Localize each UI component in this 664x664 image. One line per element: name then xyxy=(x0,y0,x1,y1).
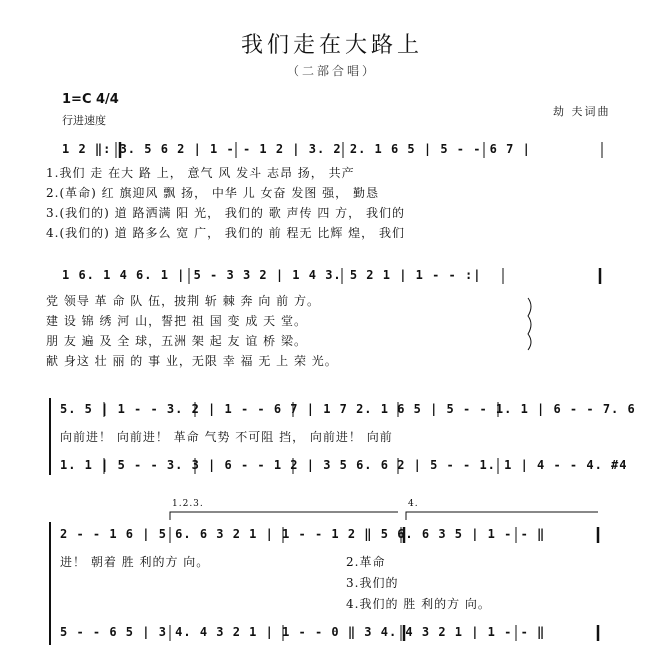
ending-lyrics-2: 2.革命 xyxy=(346,555,386,569)
song-title: 我们走在大路上 xyxy=(240,33,423,58)
composer-credit: 劫 夫词曲 xyxy=(553,105,611,118)
verse-line-1: 1.我们 走 在大 路 上， 意气 风 发斗 志昂 扬， 共产 xyxy=(46,166,355,180)
song-subtitle: （二部合唱） xyxy=(286,64,377,78)
ending-lyrics-4: 4.我们的 胜 利的方 向。 xyxy=(346,597,491,611)
notation-upper-4: 2 - - 1 6 | 5 6. 6 3 2 1 | 1 - - 1 2 ‖ 5 6. 6 3 5 | 1 - - ‖ xyxy=(60,527,546,541)
notation-lower-3: 1. 1 | 5 - - 3. 3 | 6 - - 1 2 | 3 5 6. 6 2 | 5 - - 1. 1 | 4 - - 4. #4 xyxy=(60,458,628,472)
verse-line-7: 朋 友 遍 及 全 球，五洲 架 起 友 谊 桥 梁。 xyxy=(46,334,307,348)
chorus-lyrics-1: 向前进！ 向前进！ 革命 气势 不可阻 挡， 向前进！ 向前 xyxy=(60,430,393,444)
verse-line-6: 建 设 锦 绣 河 山，誓把 祖 国 变 成 天 堂。 xyxy=(46,314,307,328)
verse-line-2: 2.(革命) 红 旗迎风 飘 扬， 中华 儿 女奋 发图 强， 勤恳 xyxy=(46,186,379,200)
notation-line-2: 1 6. 1 4 6. 1 | 5 - 3 3 2 | 1 4 3. 5 2 1 | 1 - - :| xyxy=(62,268,482,282)
notation-upper-3: 5. 5 | 1 - - 3. 2 | 1 - - 6 7 | 1 7 2. 1 6 5 | 5 - - 1. 1 | 6 - - 7. 6 xyxy=(60,402,636,416)
verse-line-8: 献 身这 壮 丽 的 事 业，无限 幸 福 无 上 荣 光。 xyxy=(46,354,338,368)
verse-line-3: 3.(我们的) 道 路洒满 阳 光， 我们的 歌 声传 四 方， 我们的 xyxy=(46,206,405,220)
volta-second: 4. xyxy=(408,499,419,509)
verse-line-5: 党 领导 革 命 队 伍，披荆 斩 棘 奔 向 前 方。 xyxy=(46,294,320,308)
volta-first: 1.2.3. xyxy=(172,499,204,509)
ending-lyrics-3: 3.我们的 xyxy=(346,576,399,590)
verse-line-4: 4.(我们的) 道 路多么 宽 广， 我们的 前 程无 比辉 煌， 我们 xyxy=(46,226,405,240)
notation-line-1: 1 2 ‖: 3. 5 6 2 | 1 - - 1 2 | 3. 2 2. 1 6 5 | 5 - - 6 7 | xyxy=(62,142,531,156)
notation-lower-4: 5 - - 6 5 | 3 4. 4 3 2 1 | 1 - - 0 ‖ 3 4. 4 3 2 1 | 1 - - ‖ xyxy=(60,625,546,639)
tempo-marking: 行进速度 xyxy=(62,114,106,127)
ending-lyrics-1: 进！ 朝着 胜 利的方 向。 xyxy=(60,555,210,569)
key-signature: 1=C 4/4 xyxy=(62,92,119,107)
